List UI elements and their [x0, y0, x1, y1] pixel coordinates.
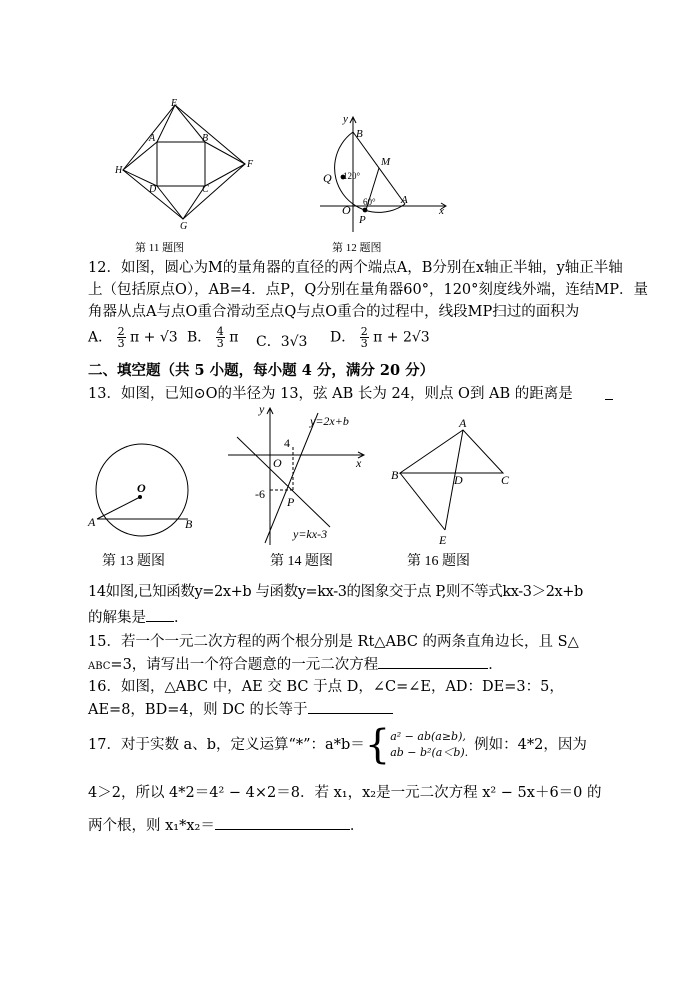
q13-answer-blank	[605, 399, 613, 400]
q15-line2: ABC=3，请写出一个符合题意的一元二次方程 ．	[88, 654, 503, 677]
fig11-label-B: B	[202, 133, 209, 144]
fig16-label-E: E	[439, 533, 447, 547]
q12-option-c: C．3√3	[256, 334, 308, 350]
q12-option-a	[88, 326, 178, 349]
fig13-label-A: A	[88, 515, 96, 529]
q17-line2: 4＞2，所以 4*2＝4² − 4×2＝8．若 x₁，x₂是一元二次方程 x² − 5x＋6＝0 的	[88, 785, 602, 801]
fig14-label-line2: y=kx-3	[293, 527, 328, 541]
q14-answer-blank	[146, 607, 174, 622]
figure-11-diagram	[105, 95, 265, 235]
center-point	[138, 495, 142, 499]
fig12-label-60: 60°	[363, 197, 376, 207]
fig16-label-B: B	[391, 468, 399, 482]
fig11-label-E: E	[171, 98, 178, 109]
fig14-label-x: x	[356, 456, 362, 470]
q12-option-b-rest: π	[229, 329, 239, 346]
q16-answer-blank	[308, 699, 393, 714]
q16-line2-text: AE=8，BD=4，则 DC 的长等于	[88, 702, 308, 718]
q12-option-a-rest: π + √3	[130, 329, 178, 346]
fig11-label-C: C	[202, 184, 209, 195]
point-p	[363, 208, 368, 213]
fig11-label-F: F	[247, 159, 254, 170]
figure-12-caption: 第 12 题图	[332, 242, 382, 254]
q15-line2-text: =3，请写出一个符合题意的一元二次方程	[110, 657, 379, 673]
q14-line2: 的解集是 ．	[88, 607, 189, 628]
figure-16	[385, 412, 535, 570]
q17-line3: 两个根，则 x₁*x₂＝ ．	[88, 815, 364, 836]
q12-option-b	[187, 326, 238, 349]
figure-11	[105, 95, 265, 255]
fig12-label-y: y	[343, 113, 348, 125]
q12-option-d-rest: π + 2√3	[373, 329, 430, 346]
fig12-label-B: B	[356, 128, 363, 140]
q12-line3: 角器从点A与点O重合滑动至点Q与点O重合的过程中，线段MP扫过的面积为	[88, 304, 580, 320]
figure-11-caption: 第 11 题图	[135, 242, 185, 254]
q12-line1: 12．如图，圆心为M的量角器的直径的两个端点A，B分别在x轴正半轴，y轴正半轴	[88, 260, 623, 276]
fig11-label-D: D	[149, 184, 157, 195]
q12-option-b-fraction: $\frac{4}{3}$	[216, 325, 224, 350]
fig12-label-M: M	[381, 156, 391, 168]
fig12-label-O: O	[342, 203, 351, 217]
q15-answer-blank	[378, 654, 488, 669]
fig13-label-O: O	[137, 481, 146, 495]
figure-13-caption: 第 13 题图	[102, 554, 165, 569]
fig12-label-120: 120°	[343, 171, 361, 181]
figure-12	[315, 110, 465, 255]
fig12-label-Q: Q	[323, 171, 332, 185]
q16-line1: 16．如图，△ABC 中，AE 交 BC 于点 D，∠C=∠E，AD：DE=3：5，	[88, 679, 564, 695]
q12-option-d	[330, 326, 430, 349]
fig11-label-H: H	[115, 165, 123, 176]
fig12-label-A: A	[401, 194, 408, 206]
q12-option-d-label: D．	[330, 329, 356, 346]
q17-brace: {	[364, 722, 391, 768]
figure-12-diagram	[315, 110, 465, 235]
figure-14-caption: 第 14 题图	[270, 554, 333, 569]
figure-14	[225, 400, 375, 570]
fig11-label-G: G	[180, 221, 188, 232]
figure-14-diagram	[225, 400, 375, 548]
q17-answer-blank	[215, 815, 350, 830]
q12-line2: 上（包括原点O），AB=4．点P，Q分别在量角器60°，120°刻度线外端，连结MP．量	[88, 282, 649, 298]
q12-option-b-label: B．	[187, 329, 212, 346]
q13-text: 13．如图，已知⊙O的半径为 13，弦 AB 长为 24，则点 O到 AB 的距离是	[88, 386, 573, 402]
q17-example: 例如：4*2，因为	[474, 737, 587, 753]
fig12-label-P: P	[359, 214, 366, 226]
fig14-label-P: P	[287, 495, 295, 509]
fig11-label-A: A	[149, 133, 156, 144]
figure-16-diagram	[385, 412, 535, 548]
q17-line1	[88, 723, 587, 767]
fig14-label-4: 4	[284, 436, 290, 450]
q14-line2-text: 的解集是	[88, 610, 146, 626]
fig16-label-D: D	[454, 473, 463, 487]
figure-13	[85, 440, 205, 570]
q14-line1: 14如图,已知函数y=2x+b 与函数y=kx-3的图象交于点 P,则不等式kx-3＞2x+b	[88, 584, 583, 600]
q17-cases: a² − ab(a≥b), ab − b²(a＜b).	[390, 730, 469, 759]
q12-option-a-label: A．	[88, 329, 113, 346]
fig13-label-B: B	[185, 517, 193, 531]
q15-line1: 15．若一个一元二次方程的两个根分别是 Rt△ABC 的两条直角边长，且 S△	[88, 634, 579, 650]
fig14-label-O: O	[273, 456, 282, 470]
q12-option-d-fraction: $\frac{2}{3}$	[360, 325, 368, 350]
fig14-label-y: y	[259, 402, 265, 416]
fig16-label-A: A	[459, 416, 467, 430]
figure-13-diagram	[85, 440, 205, 540]
q17-line3-text: 两个根，则 x₁*x₂＝	[88, 818, 215, 834]
fig14-label-line1: y=2x+b	[310, 414, 349, 428]
fig16-label-C: C	[501, 473, 510, 487]
q15-subscript: ABC	[88, 661, 111, 672]
q16-line2	[88, 699, 393, 720]
section-2-heading: 二、填空题（共 5 小题，每小题 4 分，满分 20 分）	[88, 362, 435, 379]
q12-option-a-fraction: $\frac{2}{3}$	[117, 325, 125, 350]
q17-prefix: 17．对于实数 a、b，定义运算“*”：a*b＝	[88, 737, 365, 753]
fig12-label-x: x	[439, 205, 444, 217]
figure-16-caption: 第 16 题图	[407, 554, 470, 569]
fig14-label-neg6: -6	[255, 487, 265, 501]
